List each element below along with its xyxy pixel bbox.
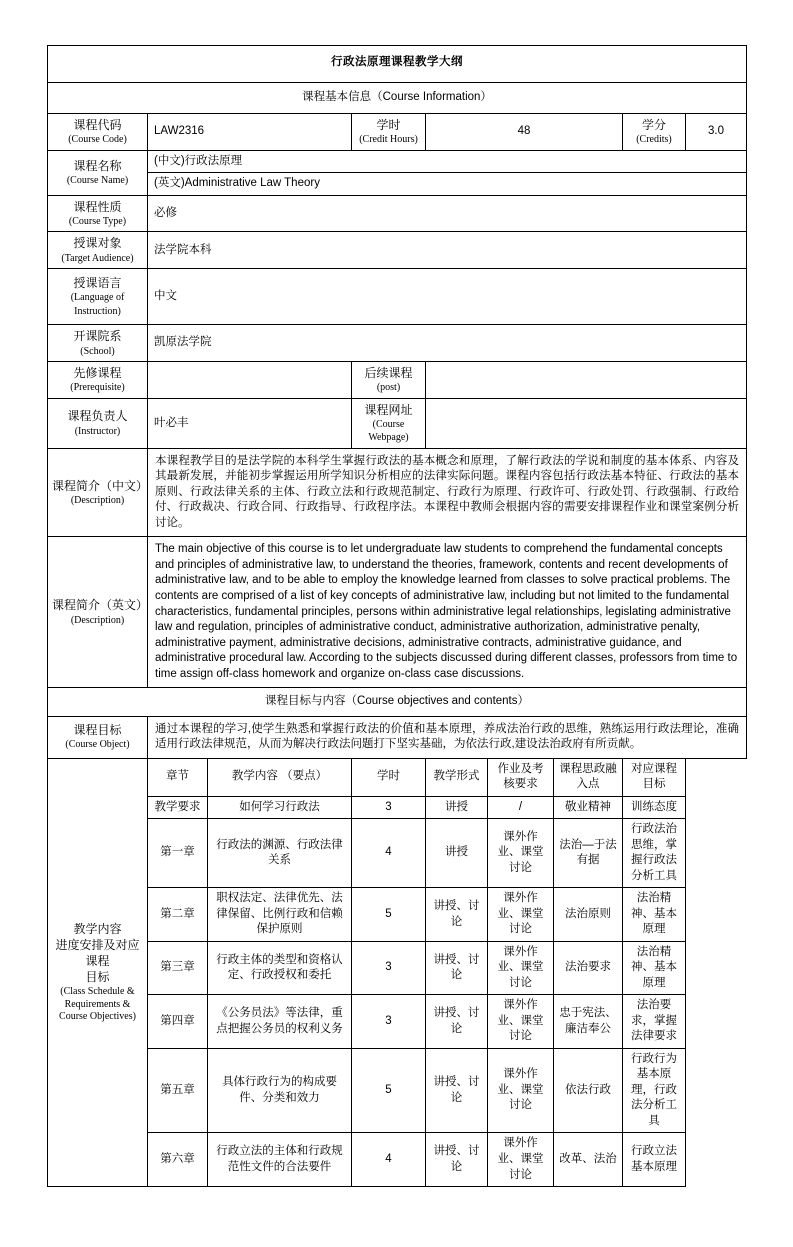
credits-value: 3.0 bbox=[686, 114, 747, 151]
credit-hours-label: 学时 (Credit Hours) bbox=[352, 114, 426, 151]
course-information-heading: 课程基本信息（Course Information） bbox=[48, 82, 747, 114]
row-hours: 3 bbox=[352, 796, 426, 819]
row-chapter: 第二章 bbox=[148, 888, 208, 942]
schedule-header-ideology: 课程思政融入点 bbox=[554, 758, 623, 796]
course-type-row bbox=[48, 195, 747, 232]
description-en-row bbox=[48, 537, 747, 688]
row-hours: 5 bbox=[352, 1048, 426, 1133]
row-ideology: 法治原则 bbox=[554, 888, 623, 942]
description-en-text: The main objective of this course is to let undergraduate law students to comprehend the fundamental concepts and principles of administrative law, to understand the theories, framework, contents and recent developments of administrative law, and to be able to employ the knowledge learned from classes to solve practical problems. The contents are comprised of a list of key concepts of administrative law, including but not limited to the fundamental characteristics, fundamental principles, persons within administrative legal relationships, legislating administrative law and regulation, principles of administrative conduct, administrative authorization, administrative penalty, administrative payment, administrative decisions, administrative contracts, administrative guidance, and administrative procedural law. According to the subjects discussed during different classes, professors from time to time assign off-class homework and organize on-class case discussions. bbox=[148, 537, 747, 688]
table-row bbox=[48, 995, 747, 1049]
course-code-row bbox=[48, 114, 747, 151]
prerequisite-value bbox=[148, 362, 352, 399]
row-chapter: 第四章 bbox=[148, 995, 208, 1049]
row-chapter: 第三章 bbox=[148, 941, 208, 995]
title-row bbox=[48, 46, 747, 83]
course-object-text: 通过本课程的学习,使学生熟悉和掌握行政法的价值和基本原理，养成法治行政的思维，熟练运用行政法理论，准确适用行政法律规范，从而为解决行政法问题打下坚实基础，为依法行政,建设法治政府有所贡献。 bbox=[148, 716, 747, 758]
school-label: 开课院系 (School) bbox=[48, 325, 148, 362]
schedule-header-content: 教学内容 （要点） bbox=[208, 758, 352, 796]
row-chapter: 第一章 bbox=[148, 819, 208, 888]
course-name-en-row bbox=[48, 173, 747, 196]
syllabus-table bbox=[47, 45, 747, 1187]
row-content: 行政主体的类型和资格认定、行政授权和委托 bbox=[208, 941, 352, 995]
row-form: 讲授、讨论 bbox=[426, 941, 488, 995]
target-audience-label: 授课对象 (Target Audience) bbox=[48, 232, 148, 269]
row-form: 讲授 bbox=[426, 819, 488, 888]
row-assessment: / bbox=[488, 796, 554, 819]
course-info-section-row bbox=[48, 82, 747, 114]
row-hours: 4 bbox=[352, 1133, 426, 1187]
row-objective: 行政立法基本原理 bbox=[623, 1133, 686, 1187]
schedule-header-assessment: 作业及考核要求 bbox=[488, 758, 554, 796]
row-form: 讲授、讨论 bbox=[426, 1048, 488, 1133]
row-chapter: 教学要求 bbox=[148, 796, 208, 819]
row-assessment: 课外作业、课堂讨论 bbox=[488, 888, 554, 942]
description-en-label: 课程简介（英文） (Description) bbox=[48, 537, 148, 688]
row-objective: 行政法治思维，掌握行政法分析工具 bbox=[623, 819, 686, 888]
row-objective: 法治精神、基本原理 bbox=[623, 941, 686, 995]
post-course-value bbox=[426, 362, 747, 399]
instructor-row bbox=[48, 398, 747, 448]
row-ideology: 敬业精神 bbox=[554, 796, 623, 819]
prerequisite-row bbox=[48, 362, 747, 399]
description-cn-row bbox=[48, 448, 747, 537]
page-title: 行政法原理课程教学大纲 bbox=[48, 46, 747, 83]
row-objective: 法治要求，掌握法律要求 bbox=[623, 995, 686, 1049]
row-content: 如何学习行政法 bbox=[208, 796, 352, 819]
course-webpage-value bbox=[426, 398, 747, 448]
row-form: 讲授、讨论 bbox=[426, 888, 488, 942]
table-row bbox=[48, 819, 747, 888]
schedule-header-form: 教学形式 bbox=[426, 758, 488, 796]
course-objectives-heading: 课程目标与内容（Course objectives and contents） bbox=[48, 688, 747, 717]
row-hours: 3 bbox=[352, 941, 426, 995]
course-name-cn-row bbox=[48, 150, 747, 173]
row-objective: 训练态度 bbox=[623, 796, 686, 819]
row-hours: 3 bbox=[352, 995, 426, 1049]
schedule-header-hours: 学时 bbox=[352, 758, 426, 796]
schedule-header-row bbox=[48, 758, 747, 796]
row-ideology: 改革、法治 bbox=[554, 1133, 623, 1187]
language-label: 授课语言 (Language of Instruction) bbox=[48, 269, 148, 325]
row-ideology: 忠于宪法、廉洁奉公 bbox=[554, 995, 623, 1049]
row-content: 具体行政行为的构成要件、分类和效力 bbox=[208, 1048, 352, 1133]
description-cn-label: 课程简介（中文） (Description) bbox=[48, 448, 148, 537]
row-ideology: 依法行政 bbox=[554, 1048, 623, 1133]
language-value: 中文 bbox=[148, 269, 747, 325]
course-webpage-label: 课程网址 (Course Webpage) bbox=[352, 398, 426, 448]
objectives-section-row bbox=[48, 688, 747, 717]
course-name-label: 课程名称 (Course Name) bbox=[48, 150, 148, 195]
schedule-header-chapter: 章节 bbox=[148, 758, 208, 796]
row-ideology: 法治要求 bbox=[554, 941, 623, 995]
table-row bbox=[48, 888, 747, 942]
course-name-cn-value: (中文)行政法原理 bbox=[148, 150, 747, 173]
row-content: 《公务员法》等法律，重点把握公务员的权利义务 bbox=[208, 995, 352, 1049]
course-code-value: LAW2316 bbox=[148, 114, 352, 151]
school-row bbox=[48, 325, 747, 362]
row-form: 讲授 bbox=[426, 796, 488, 819]
table-row bbox=[48, 796, 747, 819]
schedule-header-objective: 对应课程目标 bbox=[623, 758, 686, 796]
row-objective: 法治精神、基本原理 bbox=[623, 888, 686, 942]
row-assessment: 课外作业、课堂讨论 bbox=[488, 819, 554, 888]
schedule-section-label: 教学内容 进度安排及对应课程 目标 (Class Schedule & Requirements & Course Objectives) bbox=[48, 758, 148, 1186]
row-assessment: 课外作业、课堂讨论 bbox=[488, 995, 554, 1049]
course-name-en-value: (英文)Administrative Law Theory bbox=[148, 173, 747, 196]
table-row bbox=[48, 941, 747, 995]
row-chapter: 第六章 bbox=[148, 1133, 208, 1187]
row-ideology: 法治—于法有据 bbox=[554, 819, 623, 888]
school-value: 凯原法学院 bbox=[148, 325, 747, 362]
row-form: 讲授、讨论 bbox=[426, 995, 488, 1049]
row-form: 讲授、讨论 bbox=[426, 1133, 488, 1187]
post-course-label: 后续课程 (post) bbox=[352, 362, 426, 399]
row-assessment: 课外作业、课堂讨论 bbox=[488, 1133, 554, 1187]
prerequisite-label: 先修课程 (Prerequisite) bbox=[48, 362, 148, 399]
row-objective: 行政行为基本原理，行政法分析工具 bbox=[623, 1048, 686, 1133]
target-audience-value: 法学院本科 bbox=[148, 232, 747, 269]
table-row bbox=[48, 1133, 747, 1187]
row-assessment: 课外作业、课堂讨论 bbox=[488, 1048, 554, 1133]
language-row bbox=[48, 269, 747, 325]
credits-label: 学分 (Credits) bbox=[623, 114, 686, 151]
credit-hours-value: 48 bbox=[426, 114, 623, 151]
instructor-label: 课程负责人 (Instructor) bbox=[48, 398, 148, 448]
course-object-label: 课程目标 (Course Object) bbox=[48, 716, 148, 758]
course-code-label: 课程代码 (Course Code) bbox=[48, 114, 148, 151]
row-hours: 5 bbox=[352, 888, 426, 942]
description-cn-text: 本课程教学目的是法学院的本科学生掌握行政法的基本概念和原理，了解行政法的学说和制度的基本体系、内容及其最新发展，并能初步掌握运用所学知识分析相应的法律实际问题。课程内容包括行政法基本特征、行政法的基本原则、行政法律关系的主体、行政立法和行政规范制定、行政行为原理、行政许可、行政处罚、行政强制、行政给付、行政裁决、行政合同、行政指导、行政程序法。本课程中教师会根据内容的需要安排课程作业和课堂案例分析讨论。 bbox=[148, 448, 747, 537]
row-chapter: 第五章 bbox=[148, 1048, 208, 1133]
row-content: 行政法的渊源、行政法律关系 bbox=[208, 819, 352, 888]
instructor-value: 叶必丰 bbox=[148, 398, 352, 448]
row-content: 职权法定、法律优先、法律保留、比例行政和信赖保护原则 bbox=[208, 888, 352, 942]
course-object-row bbox=[48, 716, 747, 758]
table-row bbox=[48, 1048, 747, 1133]
target-audience-row bbox=[48, 232, 747, 269]
row-assessment: 课外作业、课堂讨论 bbox=[488, 941, 554, 995]
row-hours: 4 bbox=[352, 819, 426, 888]
course-type-value: 必修 bbox=[148, 195, 747, 232]
row-content: 行政立法的主体和行政规范性文件的合法要件 bbox=[208, 1133, 352, 1187]
course-type-label: 课程性质 (Course Type) bbox=[48, 195, 148, 232]
